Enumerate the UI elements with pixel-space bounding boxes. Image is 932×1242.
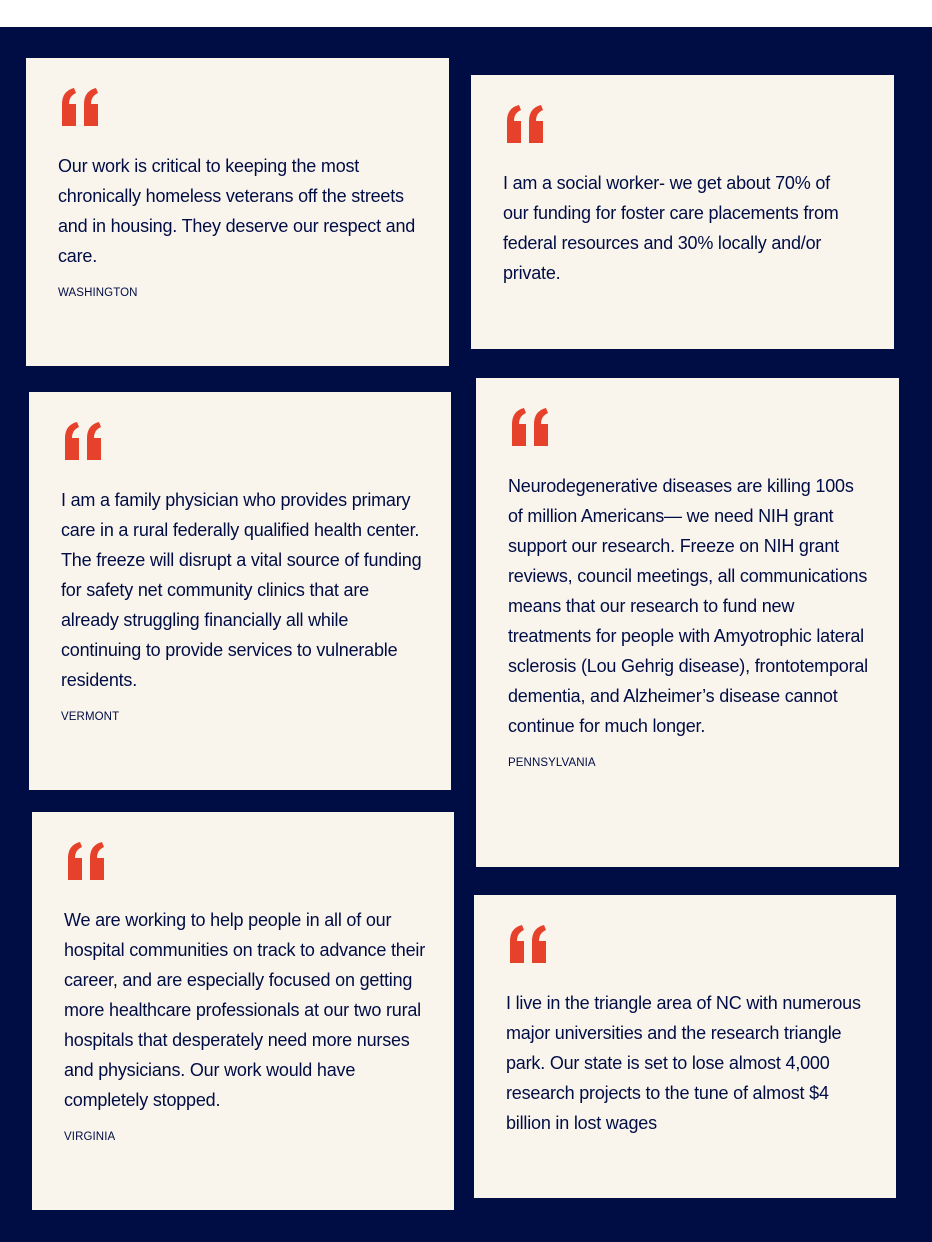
testimonial-card-virginia	[32, 812, 454, 1210]
quote-mark-icon	[503, 105, 547, 143]
testimonial-card-social-worker	[471, 75, 894, 349]
quote-mark-icon	[58, 88, 102, 126]
testimonial-card-vermont	[29, 392, 451, 790]
state-label: PENNSYLVANIA	[508, 757, 596, 769]
testimonials-panel	[0, 27, 932, 1242]
quote-mark-icon	[506, 925, 550, 963]
state-label: VIRGINIA	[64, 1131, 116, 1143]
testimonial-card-washington	[26, 58, 449, 366]
quote-text: I am a social worker- we get about 70% of our funding for foster care placements from federal resources and 30% locally and/or private.	[503, 173, 839, 283]
quote-mark-icon	[61, 422, 105, 460]
quote-text: Neurodegenerative diseases are killing 100s of million Americans— we need NIH grant support our research. Freeze on NIH grant reviews, council meetings, all communications means that our research to fund new treatments for people with Amyotrophic lateral sclerosis (Lou Gehrig disease), frontotemporal dementia, and Alzheimer’s disease cannot continue for much longer.	[508, 476, 868, 736]
quote-text: Our work is critical to keeping the most chronically homeless veterans off the streets and in housing. They deserve our respect and care.	[58, 156, 416, 266]
testimonial-card-pennsylvania	[476, 378, 899, 867]
quote-mark-icon	[508, 408, 552, 446]
quote-mark-icon	[64, 842, 108, 880]
state-label: WASHINGTON	[58, 287, 138, 299]
state-label: VERMONT	[61, 711, 120, 723]
testimonial-card-north-carolina	[474, 895, 896, 1198]
quote-text: I am a family physician who provides primary care in a rural federally qualified health center. The freeze will disrupt a vital source of funding for safety net community clinics that are already struggling financially all while continuing to provide services to vulnerable residents.	[61, 490, 422, 690]
quote-text: We are working to help people in all of our hospital communities on track to advance their career, and are especially focused on getting more healthcare professionals at our two rural hospitals that desperately need more nurses and physicians. Our work would have completely stopped.	[64, 910, 425, 1110]
quote-text: I live in the triangle area of NC with numerous major universities and the research triangle park. Our state is set to lose almost 4,000 research projects to the tune of almost $4 billion in lost wages	[506, 993, 861, 1133]
